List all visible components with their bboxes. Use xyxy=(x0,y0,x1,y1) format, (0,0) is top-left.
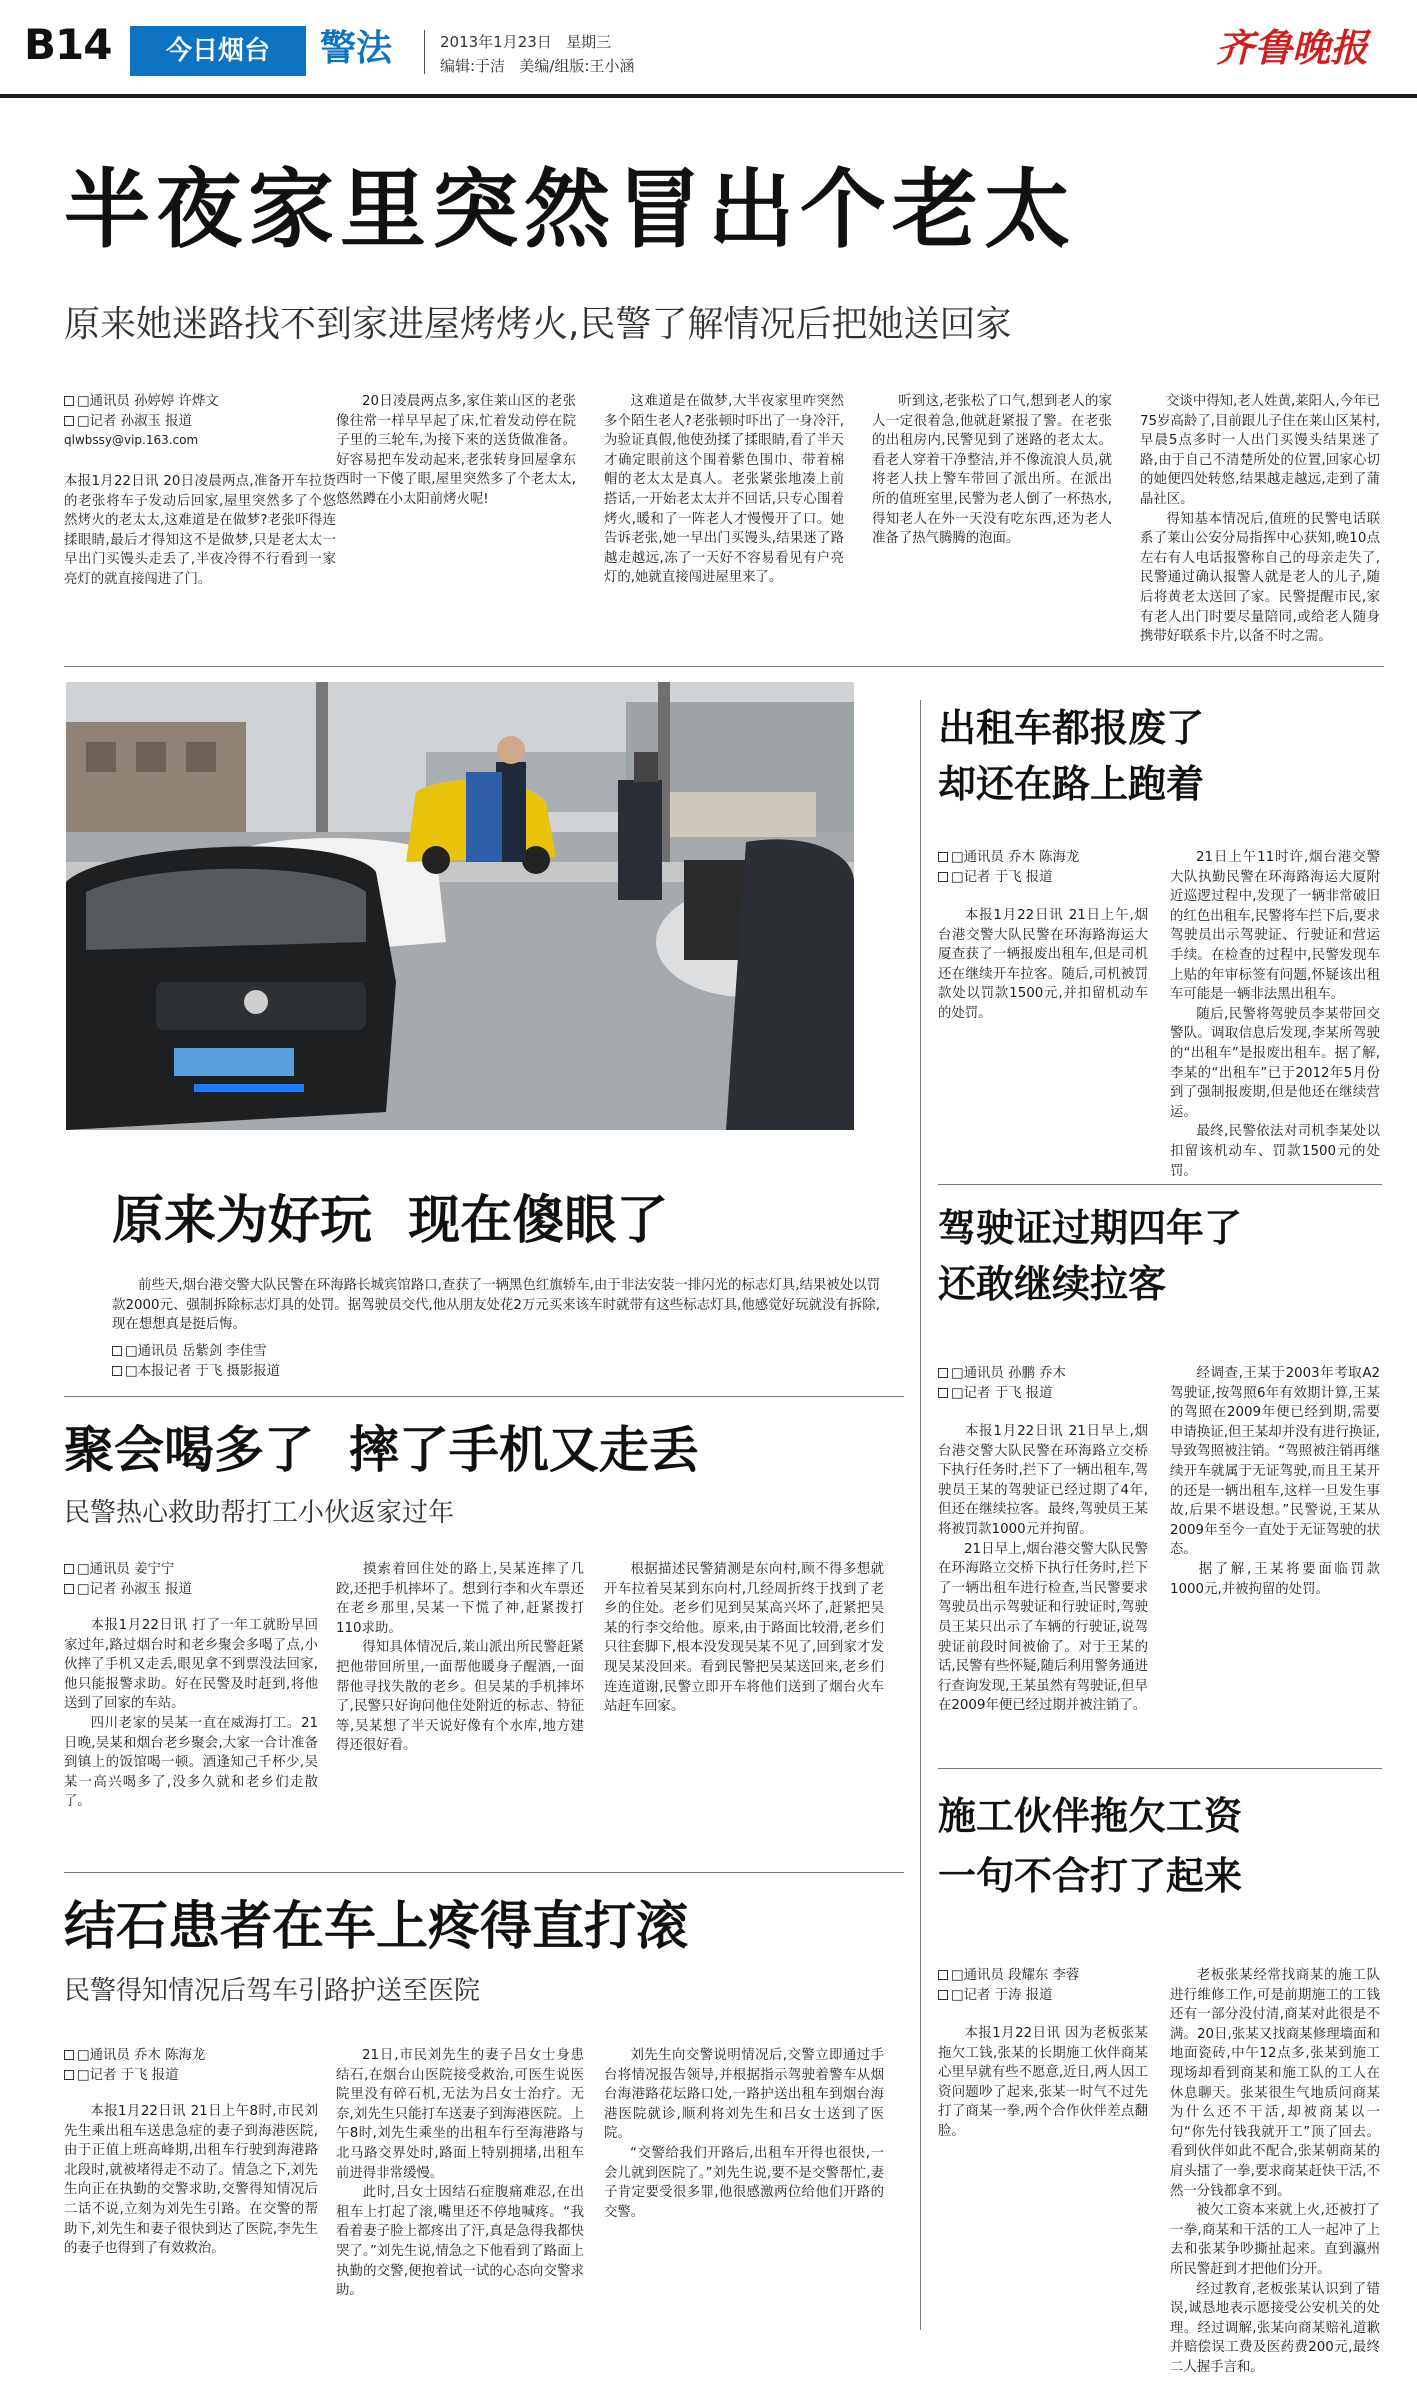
paragraph xyxy=(604,1560,884,1717)
column-name: 警法 xyxy=(320,28,393,69)
headline-line: 一句不合打了起来 xyxy=(938,1854,1243,1898)
paragraph-text: 21日,市民刘先生的妻子吕女士身患结石,在烟台山医院接受救治,可医生说医院里没有碎石机,无法为吕女士治疗。无奈,刘先生只能打车送妻子到海港医院。上午8时,刘先生乘坐的出租车行至海港路与北马路交界处时,路面上特别拥堵,出租车前进得非常缓慢。 xyxy=(336,2048,584,2181)
masthead-rule xyxy=(0,94,1417,98)
column-rule xyxy=(920,700,921,2330)
paragraph-text: 最终,民警依法对司机李某处以扣留该机动车、罚款1500元的处罚。 xyxy=(1170,1124,1380,1179)
phone-column-1 xyxy=(64,1616,318,1862)
byline-line: □记者 孙淑玉 报道 xyxy=(77,1581,192,1597)
photo-caption xyxy=(112,1276,880,1338)
paragraph xyxy=(1140,392,1380,510)
byline-line: □通讯员 乔木 陈海龙 xyxy=(77,2048,206,2063)
byline-line: □记者 于飞 报道 xyxy=(77,2067,179,2083)
byline-line: □记者 于涛 报道 xyxy=(951,1987,1053,2003)
paragraph-text: 本报1月22日讯 21日早上,烟台港交警大队民警在环海路立交桥下执行任务时,拦下了一辆出租车,驾驶员王某的驾驶证已经过期了4年,但还在继续拉客。最终,驾驶员王某将被罚款1000元并拘留。 xyxy=(938,1424,1148,1537)
stone-column-2 xyxy=(336,2046,584,2342)
bullet-icon xyxy=(938,872,948,882)
paragraph xyxy=(1140,510,1380,647)
byline-line: □记者 于飞 报道 xyxy=(951,869,1053,885)
byline-line: □通讯员 孙鹏 乔木 xyxy=(951,1366,1066,1381)
phone-headline: 聚会喝多了 摔了手机又走丢 xyxy=(64,1421,699,1479)
paragraph-text: 经过教育,老板张某认识到了错误,诚恳地表示愿接受公安机关的处理。经过调解,张某向商某赔礼道歉并赔偿误工费及医药费200元,最终二人握手言和。 xyxy=(1170,2281,1380,2375)
headline-line: 施工伙伴拖欠工资 xyxy=(938,1794,1243,1838)
stone-subheadline: 民警得知情况后驾车引路护送至医院 xyxy=(64,1976,481,2006)
paragraph-text: 交谈中得知,老人姓黄,莱阳人,今年已75岁高龄了,目前跟儿子住在莱山区某村,早晨5点多时一人出门买馒头结果迷了路,由于自己不清楚所处的位置,回家心切的她便四处转悠,结果越走越远,走到了蒲晶社区。 xyxy=(1140,394,1380,507)
section-tab: 今日烟台 xyxy=(130,26,306,76)
paragraph-text: 得知具体情况后,莱山派出所民警赶紧把他带回所里,一面帮他暖身子醒酒,一面帮他寻找失散的老乡。但吴某的手机摔坏了,民警只好询问他住处附近的标志、特征等,吴某想了半天说好像有个水库,地方建得还很好看。 xyxy=(336,1640,584,1754)
license-byline xyxy=(938,1364,1158,1403)
phone-column-2 xyxy=(336,1560,584,1862)
lead-headline: 半夜家里突然冒出个老太 xyxy=(64,160,1076,260)
license-column-2 xyxy=(1170,1364,1380,1752)
paragraph-text: 据了解,王某将要面临罚款1000元,并被拘留的处罚。 xyxy=(1170,1561,1380,1597)
paragraph xyxy=(112,1276,880,1335)
credit-line: □本报记者 于飞 摄影报道 xyxy=(125,1363,281,1379)
bullet-icon xyxy=(64,1564,74,1574)
paragraph xyxy=(1170,1122,1380,1181)
section-rule xyxy=(64,1396,904,1397)
bullet-icon xyxy=(938,1970,948,1980)
lead-subheadline: 原来她迷路找不到家进屋烤烤火,民警了解情况后把她送回家 xyxy=(64,304,1012,345)
paragraph xyxy=(336,1638,584,1756)
bullet-icon xyxy=(938,1990,948,2000)
bullet-icon xyxy=(112,1346,122,1356)
photo-illustration xyxy=(66,682,854,1130)
paragraph-text: 老板张某经常找商某的施工队进行维修工作,可是前期施工的工钱还有一部分没付清,商某对此很是不满。20日,张某又找商某修理墙面和地面瓷砖,中午12点多,张某到施工现场却看到商某和施工队的工人在休息聊天。张某很生气地质问商某为什么还不干活,却被商某以一句“你先付钱我就开工”顶了回去。看到伙伴如此不配合,张某朝商某的肩头擂了一拳,要求商某赶快干活,不然一分钱都拿不到。 xyxy=(1170,1968,1380,2199)
editor-credits: 编辑:于洁 美编/组版:王小涵 xyxy=(440,57,635,75)
paragraph xyxy=(1170,1560,1380,1599)
paragraph-text: 此时,吕女士因结石症腹痛难忍,在出租车上打起了滚,嘴里还不停地喊疼。“我看着妻子脸上都疼出了汗,真是急得我都快哭了。”刘先生说,情急之下他看到了路面上执勤的交警,便抱着试一试的心态向交警求助。 xyxy=(336,2185,584,2299)
paragraph xyxy=(604,2046,884,2144)
issue-date: 2013年1月23日 星期三 xyxy=(440,33,612,51)
paragraph xyxy=(1170,1364,1380,1560)
wage-column-1 xyxy=(938,2024,1148,2342)
paragraph xyxy=(64,1616,318,1714)
paragraph-text: 经调查,王某于2003年考取A2驾驶证,按驾照6年有效期计算,王某的驾照在2009年便已经到期,需要申请换证,但王某却并没有进行换证,导致驾照被注销。“驾照被注销再继续开车就属于无证驾驶,而且王某开的还是一辆出租车,这样一旦发生事故,后果不堪设想。”民警说,王某从2009年至今一直处于无证驾驶的状态。 xyxy=(1170,1366,1380,1558)
paragraph xyxy=(64,1714,318,1812)
phone-subheadline: 民警热心救助帮打工小伙返家过年 xyxy=(64,1498,455,1528)
paragraph-text: 得知基本情况后,值班的民警电话联系了莱山公安分局指挥中心获知,晚10点左右有人电话报警称自己的母亲走失了,民警通过确认报警人就是老人的儿子,随后将黄老太送回了家。民警提醒市民,家有老人出门时要尽量陪同,或给老人随身携带好联系卡片,以备不时之需。 xyxy=(1140,511,1380,645)
paragraph-text: 听到这,老张松了口气,想到老人的家人一定很着急,他就赶紧报了警。在老张的出租房内,民警见到了迷路的老太太。看老人穿着干净整洁,并不像流浪人员,就将老人扶上警车带回了派出所。在派出所的值班室里,民警为老人倒了一杯热水,得知老人在外一天没有吃东西,还为老人准备了热气腾腾的泡面。 xyxy=(872,394,1112,547)
masthead xyxy=(0,0,1417,92)
paragraph-text: 21日早上,烟台港交警大队民警在环海路立交桥下执行任务时,拦下了一辆出租车进行检查,当民警要求驾驶员出示驾驶证和行驶证时,驾驶员王某只出示了车辆的行驶证,说驾驶证前段时间被偷了。对于王某的话,民警有些怀疑,随后利用警务通进行查询发现,王某虽然有驾驶证,但早在2009年便已经过期并被注销了。 xyxy=(938,1541,1148,1714)
caption-text: 前些天,烟台港交警大队民警在环海路长城宾馆路口,查获了一辆黑色红旗轿车,由于非法安装一排闪光的标志灯具,结果被处以罚款2000元、强制拆除标志灯具的处罚。据驾驶员交代,他从朋友处花2万元买来该车时就带有这些标志灯具,他感觉好玩就没有拆除,现在想想真是挺后悔。 xyxy=(112,1278,880,1333)
paragraph xyxy=(336,392,576,510)
paragraph-text: 摸索着回住处的路上,吴某连摔了几跤,还把手机摔坏了。想到行李和火车票还在老乡那里,吴某一下慌了神,赶紧拨打110求助。 xyxy=(336,1562,584,1636)
stone-byline xyxy=(64,2046,314,2085)
headline-line: 却还在路上跑着 xyxy=(938,762,1205,806)
paragraph xyxy=(1170,2280,1380,2378)
stone-column-1 xyxy=(64,2102,318,2342)
paragraph xyxy=(1170,1966,1380,2201)
paragraph xyxy=(336,1560,584,1638)
paragraph xyxy=(938,1422,1148,1540)
bullet-icon xyxy=(64,396,74,406)
byline-line: □通讯员 段耀东 李蓉 xyxy=(951,1968,1080,1983)
byline-line: □通讯员 孙婷婷 许烨文 xyxy=(77,394,219,409)
license-column-1 xyxy=(938,1422,1148,1752)
bullet-icon xyxy=(64,416,74,426)
newspaper-logo: 齐鲁晚报 xyxy=(1216,25,1369,70)
section-rule xyxy=(938,1184,1382,1185)
email: qlwbssy@vip.163.com xyxy=(64,433,199,448)
page-number: B14 xyxy=(24,20,112,69)
paragraph-text: 刘先生向交警说明情况后,交警立即通过手台将情况报告领导,并根据指示驾驶着警车从烟台海港路花坛路口处,一路护送出租车到烟台海港医院就诊,顺利将刘先生和吕女士送到了医院。 xyxy=(604,2048,884,2142)
lead-column-1 xyxy=(64,472,336,652)
headline-line: 驾驶证过期四年了 xyxy=(938,1206,1243,1250)
paragraph: 本报1月22日讯 20日凌晨两点,准备开车拉货的老张将车子发动后回家,屋里突然多了个悠然烤火的老太太,这难道是在做梦?老张吓得连揉眼睛,最后才得知这不是做梦,只是老太太一早出门买馒头走丢了,半夜冷得不行看到一家亮灯的就直接闯进了门。 xyxy=(64,474,336,587)
bullet-icon xyxy=(112,1366,122,1376)
headline-line: 出租车都报废了 xyxy=(938,706,1205,750)
byline-line: □通讯员 姜宁宁 xyxy=(77,1562,175,1577)
bullet-icon xyxy=(938,1388,948,1398)
paragraph xyxy=(336,2183,584,2301)
paragraph-text: 本报1月22日讯 21日上午,烟台港交警大队民警在环海路海运大厦查获了一辆报废出租车,但是司机还在继续开车拉客。随后,司机被罚款处以罚款1500元,并扣留机动车的处罚。 xyxy=(938,908,1148,1021)
paragraph xyxy=(938,2024,1148,2142)
bullet-icon xyxy=(938,852,948,862)
paragraph-text: 根据描述民警猜测是东向村,顾不得多想就开车拉着吴某到东向村,几经周折终于找到了老乡的住处。老乡们见到吴某高兴坏了,赶紧把吴某的行李交给他。原来,由于路面比较滑,老乡们只往套脚下,根本没发现吴某不见了,回到家才发现吴某没回来。看到民警把吴某送回来,老乡们连连道谢,民警立即开车将他们送到了烟台火车站赶车回家。 xyxy=(604,1562,884,1715)
taxi-column-1 xyxy=(938,906,1148,1168)
lead-column-4 xyxy=(872,392,1112,654)
bullet-icon xyxy=(64,1584,74,1594)
paragraph xyxy=(872,392,1112,549)
paragraph xyxy=(336,2046,584,2183)
paragraph xyxy=(1170,2201,1380,2279)
byline-line: □记者 于飞 报道 xyxy=(951,1385,1053,1401)
news-photo xyxy=(66,682,854,1130)
paragraph xyxy=(1170,1005,1380,1123)
paragraph-text: 这难道是在做梦,大半夜家里咋突然多个陌生老人?老张顿时吓出了一身冷汗,为验证真假,他使劲揉了揉眼睛,看了半天才确定眼前这个围着紫色围巾、带着棉帽的老太太是真人。老张紧张地凑上前搭话,一开始老太太并不回话,只专心围着烤火,暖和了一阵老人才慢慢开了口。她告诉老张,她一早出门买馒头,结果迷了路越走越远,冻了一天好不容易看见有户亮灯的,她就直接闯进屋里来了。 xyxy=(604,394,844,586)
lead-column-3 xyxy=(604,392,844,654)
paragraph xyxy=(1170,848,1380,1005)
paragraph-text: “交警给我们开路后,出租车开得也很快,一会儿就到医院了。”刘先生说,要不是交警帮忙,妻子肯定要受很多罪,他很感激两位给他们开路的交警。 xyxy=(604,2145,884,2220)
paragraph-text: 21日上午11时许,烟台港交警大队执勤民警在环海路海运大厦附近巡逻过程中,发现了一辆非常破旧的红色出租车,民警将车拦下后,要求驾驶员出示驾驶证、行驶证和营运手续。在检查的过程中,民警发现车上贴的年审标签有问题,怀疑该出租车可能是一辆非法黑出租车。 xyxy=(1170,850,1380,1003)
paragraph-text: 本报1月22日讯 打了一年工就盼早回家过年,路过烟台时和老乡聚会多喝了点,小伙摔了手机又走丢,眼见拿不到票没法回家,他只能报警求助。好在民警及时赶到,将他送到了回家的车站。 xyxy=(64,1618,318,1712)
wage-byline xyxy=(938,1966,1158,2005)
section-rule xyxy=(64,1872,904,1873)
photo-credits xyxy=(112,1342,512,1381)
lead-column-5 xyxy=(1140,392,1380,654)
paragraph xyxy=(64,2102,318,2259)
paragraph-text: 20日凌晨两点多,家住莱山区的老张像往常一样早早起了床,忙着发动停在院子里的三轮车,为接下来的送货做准备。好容易把车发动起来,老张转身回屋拿东西时一下傻了眼,屋里突然多了个老太太,悠然蹲在小太阳前烤火呢! xyxy=(336,394,576,507)
paragraph xyxy=(604,2144,884,2222)
taxi-byline xyxy=(938,848,1158,887)
bullet-icon xyxy=(64,2050,74,2060)
phone-byline xyxy=(64,1560,314,1599)
headline-line: 还敢继续拉客 xyxy=(938,1262,1167,1306)
paragraph xyxy=(938,906,1148,1024)
paragraph-text: 四川老家的吴某一直在威海打工。21日晚,吴某和烟台老乡聚会,大家一合计准备到镇上的饭馆喝一顿。酒逢知己千杯少,吴某一高兴喝多了,没多久就和老乡们走散了。 xyxy=(64,1715,318,1810)
stone-headline: 结石患者在车上疼得直打滚 xyxy=(64,1897,689,1957)
section-rule xyxy=(64,666,1384,667)
taxi-headline xyxy=(938,700,1204,812)
taxi-column-2 xyxy=(1170,848,1380,1179)
lead-byline xyxy=(64,392,260,451)
wage-headline xyxy=(938,1786,1242,1906)
license-headline xyxy=(938,1200,1242,1312)
paragraph-text: 本报1月22日讯 因为老板张某拖欠工钱,张某的长期施工伙伴商某心里早就有些不愿意,近日,两人因工资问题吵了起来,张某一时气不过先打了商某一拳,两个合作伙伴差点翻脸。 xyxy=(938,2026,1148,2139)
divider xyxy=(424,30,425,74)
photo-headline: 原来为好玩 现在傻眼了 xyxy=(112,1191,669,1251)
paragraph xyxy=(938,1540,1148,1716)
paragraph-text: 本报1月22日讯 21日上午8时,市民刘先生乘出租车送患急症的妻子到海港医院,由于正值上班高峰期,出租车行驶到海港路北段时,就被堵得走不动了。情急之下,刘先生向正在执勤的交警求助,交警得知情况后二话不说,立刻为刘先生引路。在交警的帮助下,刘先生和妻子很快到达了医院,李先生的妻子也得到了有效救治。 xyxy=(64,2104,318,2257)
byline-line: □记者 孙淑玉 报道 xyxy=(77,413,192,429)
wage-column-2 xyxy=(1170,1966,1380,2375)
paragraph-text: 随后,民警将驾驶员李某带回交警队。调取信息后发现,李某所驾驶的“出租车”是报废出租车。据了解,李某的“出租车”已于2012年5月份到了强制报废期,但是他还在继续营运。 xyxy=(1170,1006,1380,1120)
bullet-icon xyxy=(64,2070,74,2080)
bullet-icon xyxy=(938,1368,948,1378)
stone-column-3 xyxy=(604,2046,884,2342)
byline-line: □通讯员 乔木 陈海龙 xyxy=(951,850,1080,865)
credit-line: □通讯员 岳紫剑 李佳雪 xyxy=(125,1344,267,1359)
phone-column-3 xyxy=(604,1560,884,1862)
lead-column-2 xyxy=(336,392,576,654)
paragraph xyxy=(604,392,844,588)
paragraph-text: 被欠工资本来就上火,还被打了一拳,商某和干活的工人一起冲了上去和张某争吵撕扯起来。直到瀛州所民警赶到才把他们分开。 xyxy=(1170,2203,1380,2277)
section-rule xyxy=(938,1768,1382,1769)
